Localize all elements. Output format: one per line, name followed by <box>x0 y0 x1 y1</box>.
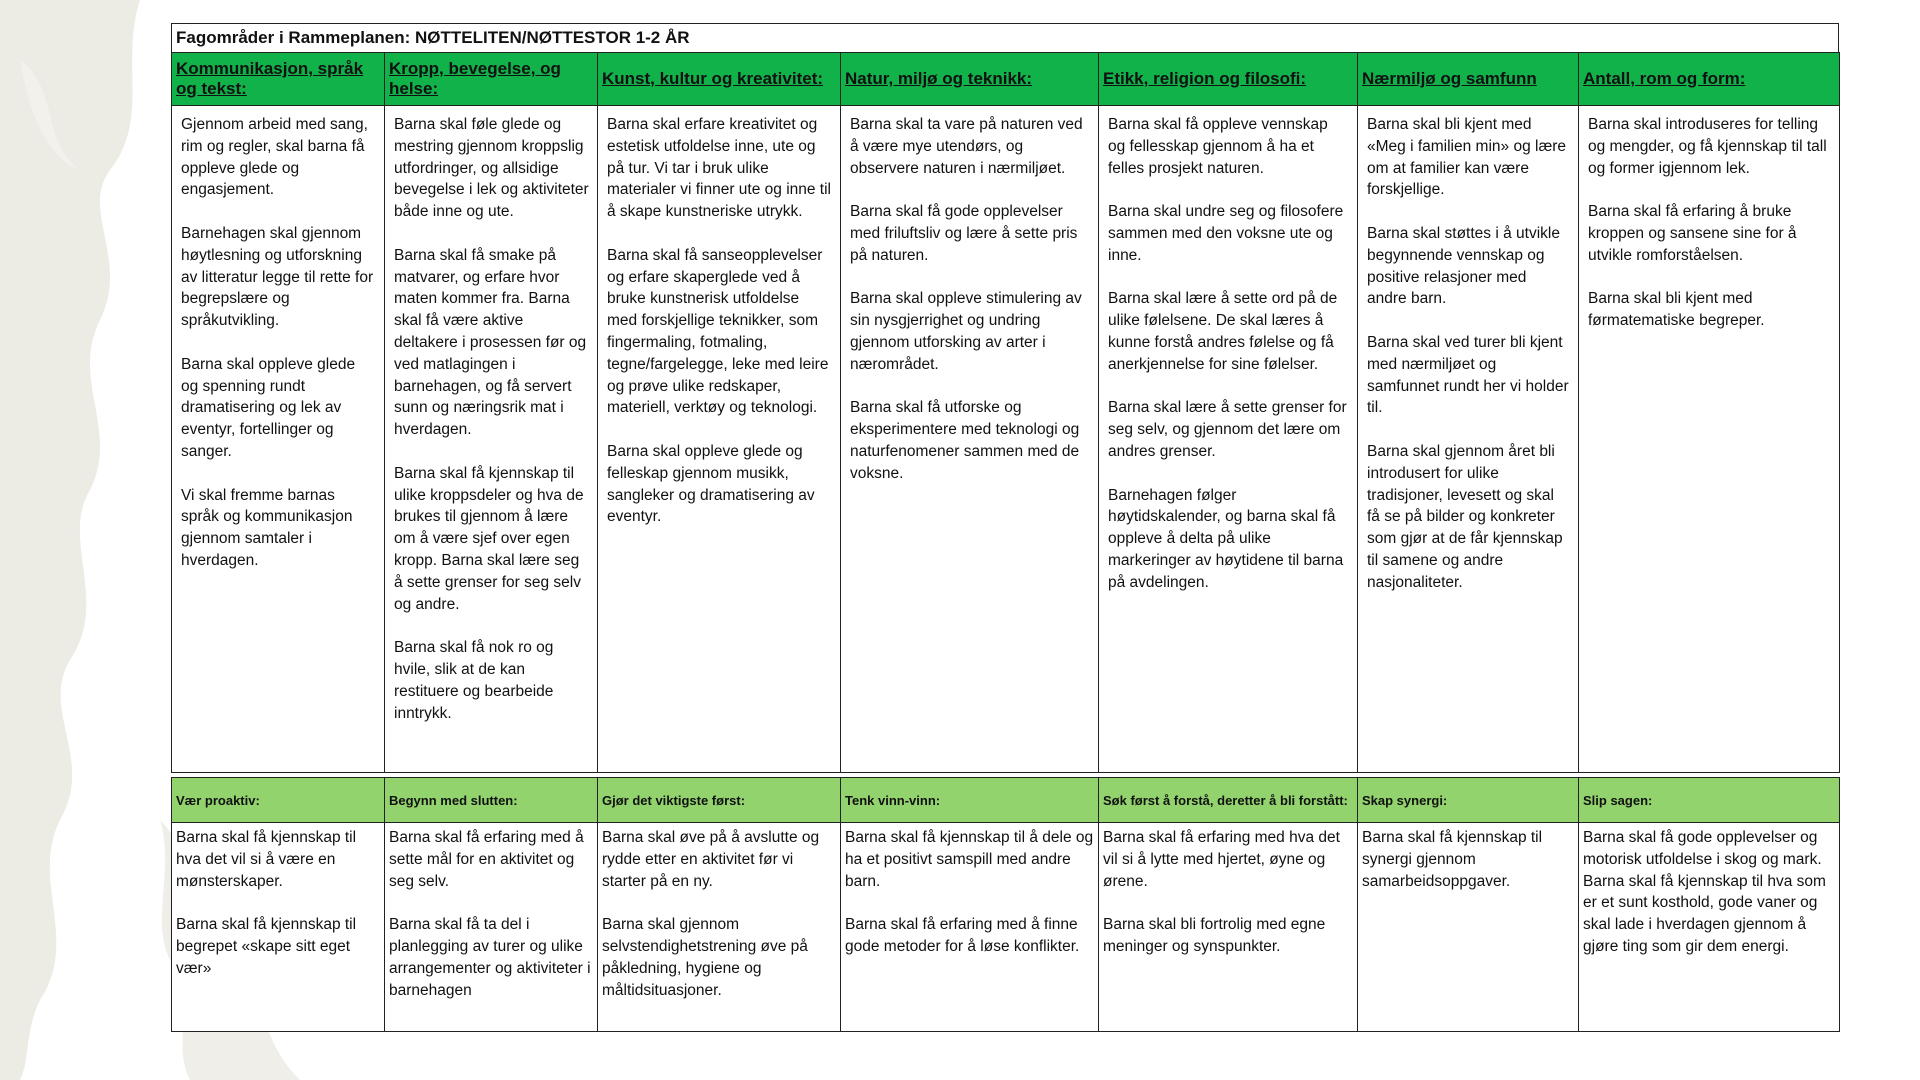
habit-paragraph: Barna skal få erfaring med å finne gode metoder for å løse konflikter. <box>845 916 1080 955</box>
subject-paragraph: Barna skal støttes i å utvikle begynnende vennskap og positive relasjoner med andre barn. <box>1367 224 1560 308</box>
subject-heading: Natur, miljø og teknikk: <box>841 53 1099 106</box>
subject-paragraph: Barna skal få oppleve vennskap og fellesskap gjennom å ha et felles prosjekt naturen. <box>1108 116 1328 177</box>
habit-heading: Tenk vinn-vinn: <box>841 778 1099 823</box>
subject-paragraph: Barna skal erfare kreativitet og estetisk utfoldelse inne, ute og på tur. Vi tar i bruk ulike materialer vi finner ute og inne til å skape kunstneriske utrykk. <box>607 116 832 221</box>
subject-paragraph: Vi skal fremme barnas språk og kommunikasjon gjennom samtaler i hverdagen. <box>181 486 353 569</box>
subject-heading: Nærmiljø og samfunn <box>1358 53 1579 106</box>
habits-body-row <box>172 823 1840 1032</box>
subject-paragraph: Barna skal ta vare på naturen ved å være mye utendørs, og observere naturen i nærmiljøet. <box>850 116 1083 177</box>
subject-paragraph: Barna skal få utforske og eksperimentere med teknologi og naturfenomener sammen med de voksne. <box>850 399 1080 482</box>
habit-paragraph: Barna skal få kjennskap til hva som er et sunt kosthold, gode vaner og skal lade i hverdagen gjennom å gjøre ting som gir dem energi. <box>1583 872 1826 955</box>
subject-heading: Kropp, bevegelse, og helse: <box>385 53 598 106</box>
habit-cell <box>841 823 1099 1032</box>
subject-paragraph: Barna skal oppleve stimulering av sin nysgjerrighet og undring gjennom utforsking av arter i nærområdet. <box>850 290 1082 373</box>
habits-header-row <box>172 778 1840 823</box>
subject-paragraph: Barna skal oppleve glede og spenning rundt dramatisering og lek av eventyr, fortellinger og sanger. <box>181 355 356 460</box>
subject-paragraph: Barna skal få erfaring å bruke kroppen og sansene sine for å utvikle romforståelsen. <box>1588 203 1797 264</box>
subjects-body-row <box>172 106 1840 773</box>
habit-paragraph: Barna skal få kjennskap til å dele og ha et positivt samspill med andre barn. <box>845 829 1094 890</box>
habit-heading: Gjør det viktigste først: <box>598 778 841 823</box>
subject-heading: Etikk, religion og filosofi: <box>1099 53 1358 106</box>
subject-paragraph: Barna skal få sanseopplevelser og erfare skaperglede ved å bruke kunstnerisk utfoldelse med forskjellige teknikker, som fingermaling, fotmaling, tegne/fargelegge, leke med leire og prøve ulike redskaper, materiell, verktøy og teknologi. <box>607 246 829 417</box>
habit-paragraph: Barna skal øve på å avslutte og rydde etter en aktivitet før vi starter på en ny. <box>602 829 820 890</box>
subject-cell <box>1358 106 1579 773</box>
subject-cell <box>1099 106 1358 773</box>
habit-paragraph: Barna skal få kjennskap til begrepet «skape sitt eget vær» <box>176 916 357 977</box>
subject-paragraph: Barnehagen følger høytidskalender, og barna skal få oppleve å delta på ulike markeringer av høytidene til barna på avdelingen. <box>1108 486 1344 591</box>
habits-table <box>171 777 1840 1032</box>
subject-cell <box>385 106 598 773</box>
habit-paragraph: Barna skal få erfaring med hva det vil si å lytte med hjertet, øyne og ørene. <box>1103 829 1340 890</box>
subject-paragraph: Barna skal få kjennskap til ulike kroppsdeler og hva de brukes til gjennom å lære om å være sjef over egen kropp. Barna skal lære seg å sette grenser for seg selv og andre. <box>394 464 584 613</box>
subject-paragraph: Barna skal føle glede og mestring gjennom kroppslig utfordringer, og allsidige bevegelse i lek og aktiviteter både inne og ute. <box>394 116 589 221</box>
plan-document <box>171 23 1839 1032</box>
subject-paragraph: Barna skal oppleve glede og felleskap gjennom musikk, sangleker og dramatisering av eventyr. <box>607 442 815 526</box>
habit-heading: Søk først å forstå, deretter å bli forstått: <box>1099 778 1358 823</box>
habit-paragraph: Barna skal få kjennskap til hva det vil si å være en mønsterskaper. <box>176 829 357 890</box>
subject-paragraph: Barna skal bli kjent med førmatematiske begreper. <box>1588 290 1765 330</box>
subject-cell <box>1579 106 1840 773</box>
subject-paragraph: Barna skal få nok ro og hvile, slik at de kan restituere og bearbeide inntrykk. <box>394 639 554 722</box>
subject-heading: Kommunikasjon, språk og tekst: <box>172 53 385 106</box>
subject-paragraph: Barna skal lære å sette grenser for seg selv, og gjennom det lære om andres grenser. <box>1108 399 1347 460</box>
habit-cell <box>172 823 385 1032</box>
subject-cell <box>841 106 1099 773</box>
subjects-header-row <box>172 53 1840 106</box>
subject-heading: Kunst, kultur og kreativitet: <box>598 53 841 106</box>
habit-cell <box>1358 823 1579 1032</box>
habit-cell <box>1099 823 1358 1032</box>
habit-heading: Begynn med slutten: <box>385 778 598 823</box>
subject-paragraph: Barna skal undre seg og filosofere sammen med den voksne ute og inne. <box>1108 203 1344 264</box>
habit-cell <box>1579 823 1840 1032</box>
subject-paragraph: Gjennom arbeid med sang, rim og regler, skal barna få oppleve glede og engasjement. <box>181 116 368 199</box>
subject-cell <box>598 106 841 773</box>
subject-paragraph: Barna skal gjennom året bli introdusert for ulike tradisjoner, levesett og skal få se på bilder og konkreter som gjør at de får kjennskap til samene og andre nasjonaliteter. <box>1367 442 1563 591</box>
subject-paragraph: Barna skal få smake på matvarer, og erfare hvor maten kommer fra. Barna skal få være aktive deltakere i prosessen før og ved matlagingen i barnehagen, og få servert sunn og næringsrik mat i hverdagen. <box>394 246 587 439</box>
subject-heading: Antall, rom og form: <box>1579 53 1840 106</box>
subject-paragraph: Barna skal bli kjent med «Meg i familien min» og lære om at familier kan være forskjellige. <box>1367 116 1567 199</box>
habit-paragraph: Barna skal få erfaring med å sette mål for en aktivitet og seg selv. <box>389 829 584 890</box>
habit-paragraph: Barna skal bli fortrolig med egne meninger og synspunkter. <box>1103 916 1326 955</box>
habit-heading: Skap synergi: <box>1358 778 1579 823</box>
document-title: Fagområder i Rammeplanen: NØTTELITEN/NØTTESTOR 1-2 ÅR <box>171 23 1839 52</box>
habit-cell <box>385 823 598 1032</box>
subject-paragraph: Barna skal ved turer bli kjent med nærmiljøet og samfunnet rundt her vi holder til. <box>1367 333 1569 417</box>
subjects-table <box>171 52 1840 773</box>
habit-heading: Slip sagen: <box>1579 778 1840 823</box>
habit-paragraph: Barna skal få gode opplevelser og motorisk utfoldelse i skog og mark. <box>1583 829 1822 868</box>
habit-paragraph: Barna skal få ta del i planlegging av turer og ulike arrangementer og aktiviteter i barnehagen <box>389 916 591 999</box>
habit-paragraph: Barna skal gjennom selvstendighetstrening øve på påkledning, hygiene og måltidsituasjoner. <box>602 916 808 999</box>
subject-paragraph: Barna skal få gode opplevelser med friluftsliv og lære å sette pris på naturen. <box>850 203 1078 264</box>
subject-paragraph: Barna skal introduseres for telling og mengder, og få kjennskap til tall og former igjennom lek. <box>1588 116 1827 177</box>
habit-cell <box>598 823 841 1032</box>
habit-heading: Vær proaktiv: <box>172 778 385 823</box>
habit-paragraph: Barna skal få kjennskap til synergi gjennom samarbeidsoppgaver. <box>1362 829 1543 890</box>
subject-paragraph: Barna skal lære å sette ord på de ulike følelsene. De skal læres å kunne forstå andres følelse og få anerkjennelse for sine følelser. <box>1108 290 1338 373</box>
subject-paragraph: Barnehagen skal gjennom høytlesning og utforskning av litteratur legge til rette for begrepslære og språkutvikling. <box>181 224 374 330</box>
subject-cell <box>172 106 385 773</box>
